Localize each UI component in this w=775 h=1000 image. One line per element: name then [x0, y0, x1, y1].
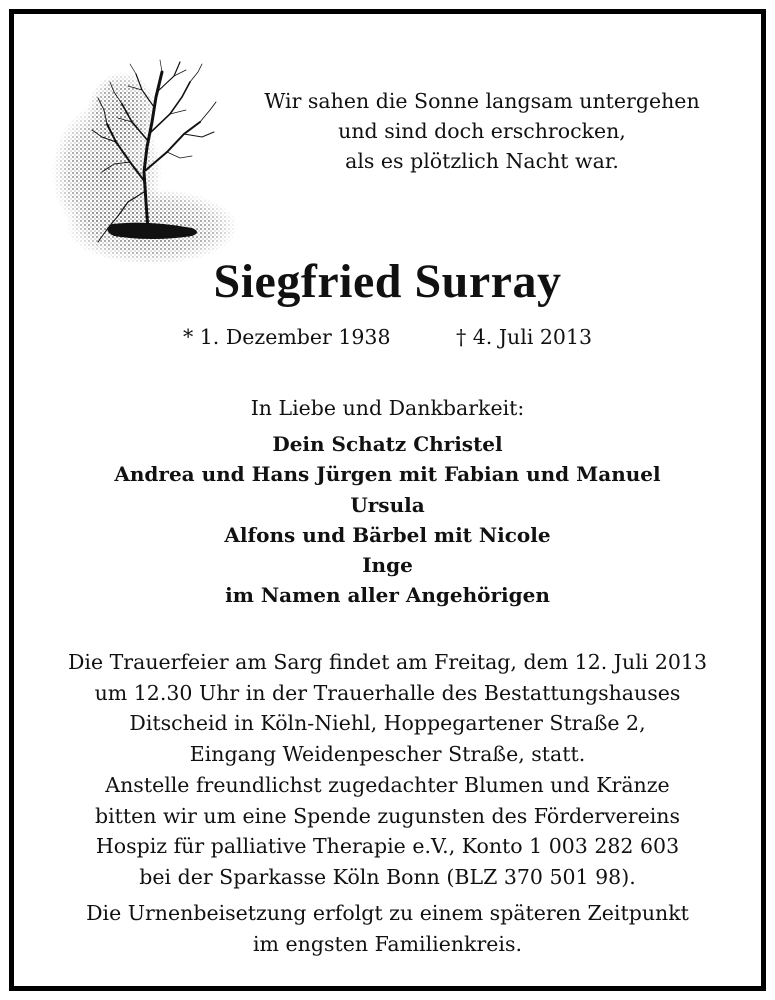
funeral-line: um 12.30 Uhr in der Trauerhalle des Bestattungshauses — [94, 680, 681, 705]
mourner-entry: Alfons und Bärbel mit Nicole — [224, 522, 551, 547]
poem-line: Wir sahen die Sonne langsam untergehen — [264, 89, 700, 113]
mourner-entry: Andrea und Hans Jürgen mit Fabian und Manuel — [114, 462, 661, 487]
mourner-entry: Inge — [362, 553, 413, 578]
deceased-name: Siegfried Surray — [213, 255, 562, 308]
death-date: † 4. Juli 2013 — [456, 325, 593, 349]
mourners-list — [0, 429, 775, 611]
mourners-intro: In Liebe und Dankbarkeit: — [250, 396, 525, 420]
poem-quote — [262, 86, 702, 176]
poem-line: als es plötzlich Nacht war. — [345, 149, 619, 173]
funeral-line: Eingang Weidenpescher Straße, statt. — [189, 741, 586, 766]
poem-line: und sind doch erschrocken, — [338, 119, 626, 143]
bare-tree-icon — [52, 52, 238, 268]
birth-date: * 1. Dezember 1938 — [183, 325, 391, 349]
mourner-entry: im Namen aller Angehörigen — [225, 583, 550, 608]
mourner-entry: Ursula — [350, 492, 425, 517]
funeral-notice — [0, 647, 775, 769]
mourner-entry: Dein Schatz Christel — [272, 432, 503, 456]
donation-line: bei der Sparkasse Köln Bonn (BLZ 370 501 98). — [139, 864, 636, 889]
burial-line: Die Urnenbeisetzung erfolgt zu einem späteren Zeitpunkt — [86, 901, 689, 925]
donation-notice — [0, 770, 775, 892]
funeral-line: Ditscheid in Köln-Niehl, Hoppegartener Straße 2, — [129, 711, 646, 735]
burial-notice — [0, 898, 775, 959]
donation-line: bitten wir um eine Spende zugunsten des Fördervereins — [94, 803, 681, 828]
funeral-line: Die Trauerfeier am Sarg findet am Freitag, dem 12. Juli 2013 — [67, 650, 707, 674]
donation-line: Anstelle freundlichst zugedachter Blumen und Kränze — [105, 773, 670, 797]
burial-line: im engsten Familienkreis. — [252, 931, 523, 956]
donation-line: Hospiz für palliative Therapie e.V., Konto 1 003 282 603 — [95, 834, 680, 858]
